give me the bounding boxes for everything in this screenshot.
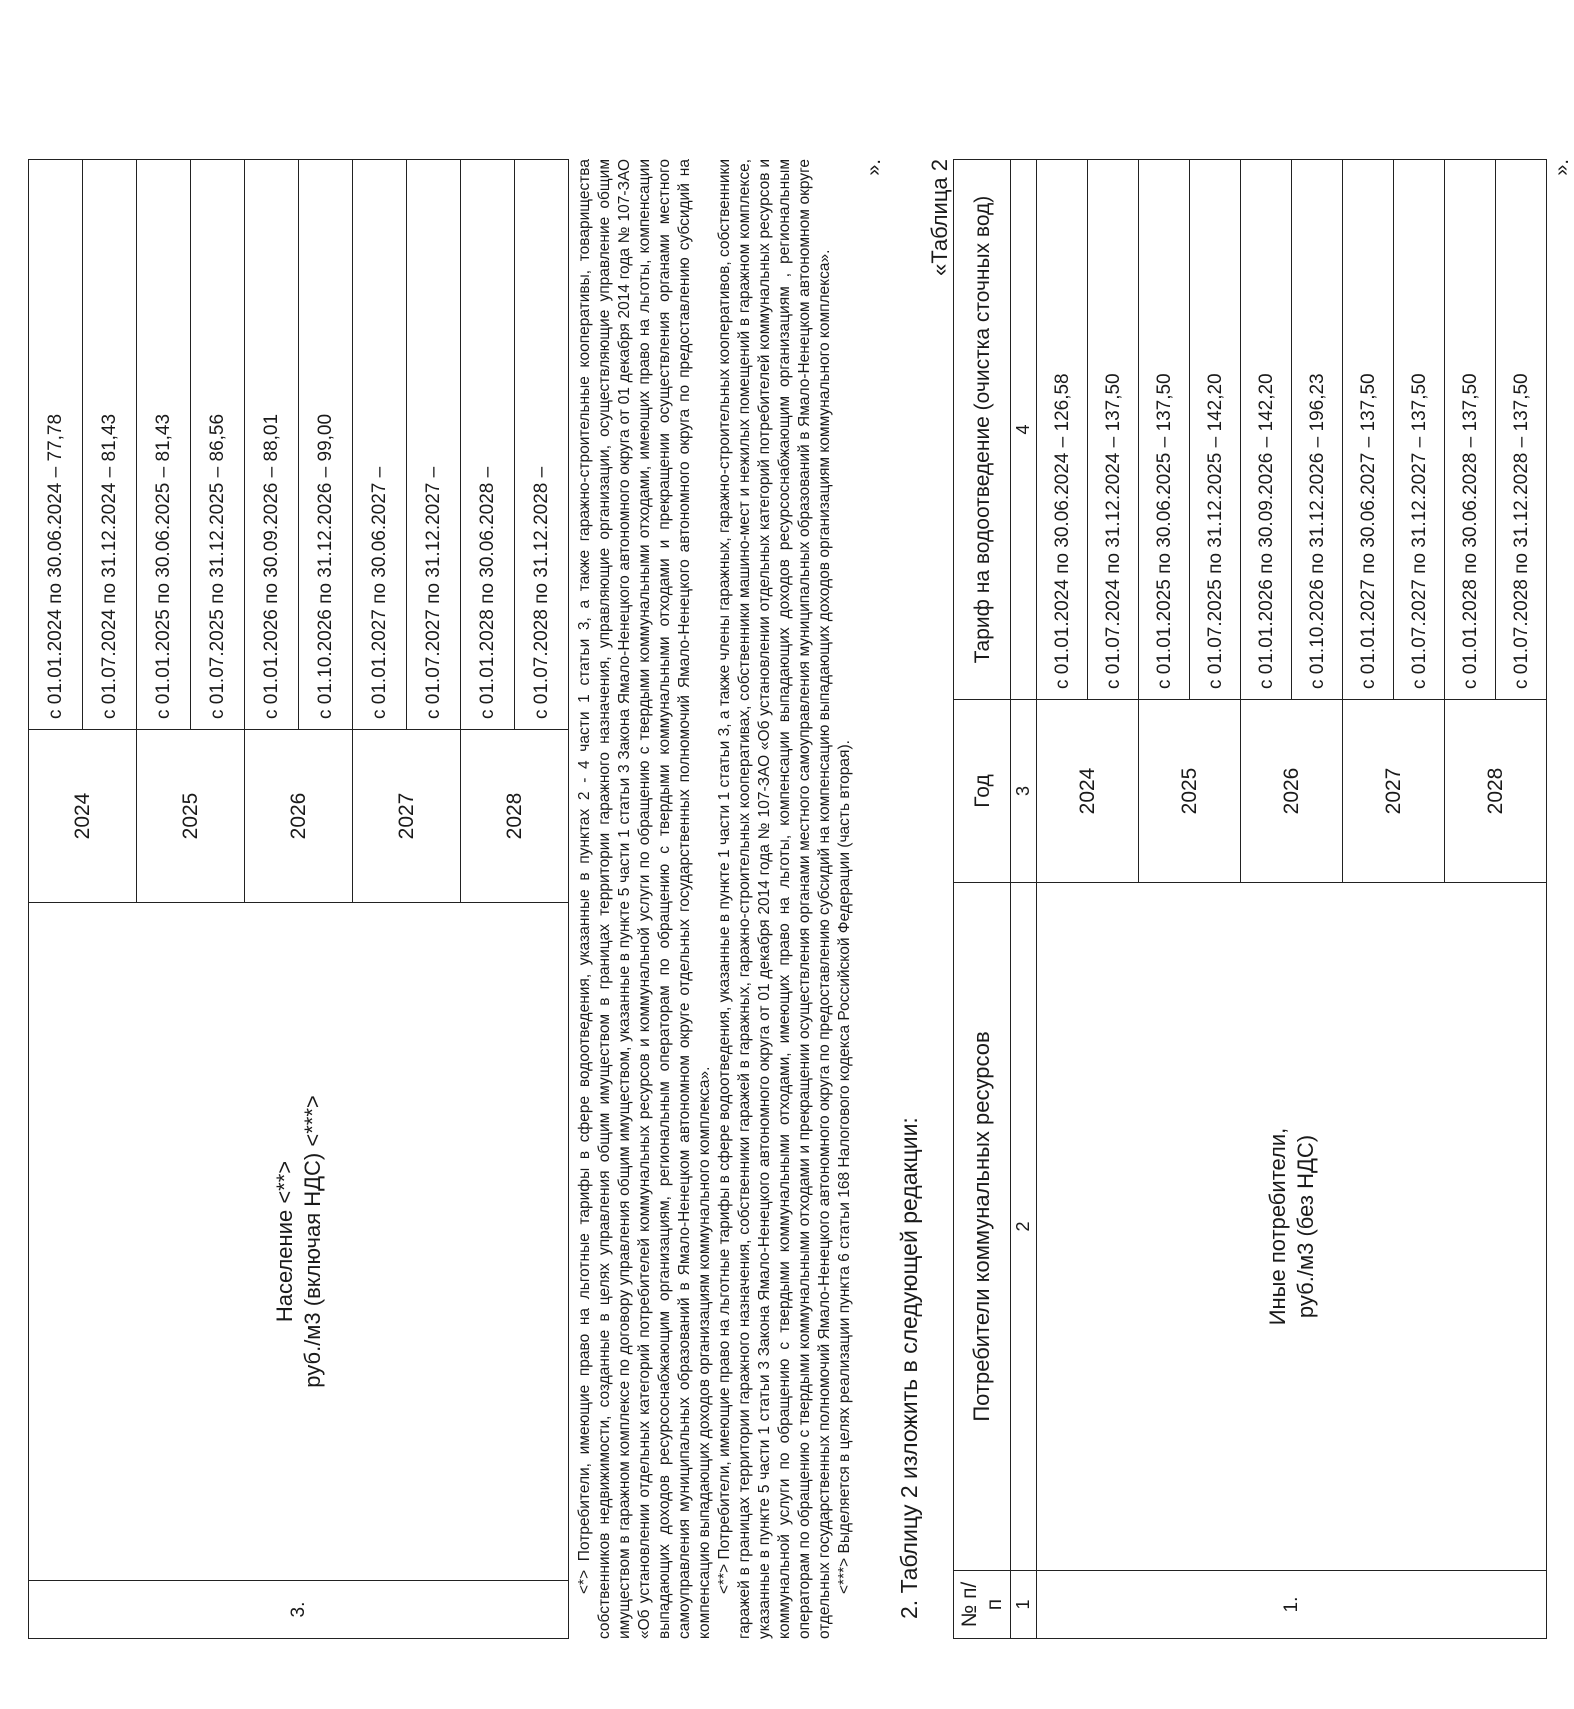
year-cell: 2028 bbox=[461, 730, 569, 903]
period-cell: с 01.01.2025 по 30.06.2025 – 81,43 bbox=[137, 160, 191, 730]
year-cell: 2026 bbox=[1241, 700, 1343, 883]
period-cell: с 01.10.2026 по 31.12.2026 – 99,00 bbox=[299, 160, 353, 730]
period-cell: с 01.01.2027 по 30.06.2027 – 137,50 bbox=[1343, 160, 1394, 700]
column-header: № п/п bbox=[954, 1571, 1011, 1639]
consumer-unit: руб./м3 (включая НДС) <***> bbox=[299, 1095, 325, 1388]
year-cell: 2025 bbox=[1139, 700, 1241, 883]
table-header-row bbox=[954, 160, 1011, 1639]
period-cell: с 01.01.2024 по 30.06.2024 – 77,78 bbox=[29, 160, 83, 730]
column-index: 4 bbox=[1011, 160, 1037, 700]
tariff-table-2 bbox=[953, 159, 1547, 1639]
period-cell: с 01.07.2028 по 31.12.2028 – bbox=[515, 160, 569, 730]
table-row bbox=[1037, 160, 1088, 1639]
period-cell: с 01.01.2028 по 30.06.2028 – bbox=[461, 160, 515, 730]
column-index: 1 bbox=[1011, 1571, 1037, 1639]
section-title: 2. Таблицу 2 изложить в следующей редакции: bbox=[896, 1117, 922, 1619]
period-cell: с 01.07.2027 по 31.12.2027 – 137,50 bbox=[1394, 160, 1445, 700]
footnote-3: <***> Выделяется в целях реализации пункта 6 статьи 168 Налогового кодекса Российской Федерации (часть вторая). bbox=[836, 740, 853, 1594]
column-index: 3 bbox=[1011, 700, 1037, 883]
period-cell: с 01.07.2027 по 31.12.2027 – bbox=[407, 160, 461, 730]
row-number-cell: 3. bbox=[29, 1581, 569, 1639]
period-cell: с 01.07.2028 по 31.12.2028 – 137,50 bbox=[1496, 160, 1547, 700]
period-cell: с 01.01.2026 по 30.09.2026 – 88,01 bbox=[245, 160, 299, 730]
year-cell: 2027 bbox=[353, 730, 461, 903]
closing-quote: ». bbox=[1551, 159, 1573, 176]
consumer-cell bbox=[29, 903, 569, 1581]
year-cell: 2024 bbox=[1037, 700, 1139, 883]
column-header: Потребители коммунальных ресурсов bbox=[954, 883, 1011, 1571]
column-header: Тариф на водоотведение (очистка сточных вод) bbox=[954, 160, 1011, 700]
footnote-1: <*> Потребители, имеющие право на льготные тарифы в сфере водоотведения, указанные в пунктах 2 - 4 части 1 статьи 3, а также гаражно-строительные кооперативы, товарищества собственников недвижимости, созданные в целях управления общим имуществом в границах территории гаражного назначения, управляющие организации, осуществляющие управление общим имуществом в гаражном комплексе по договору управления общим имуществом, указанные в пункте 5 части 1 статьи 3 Закона Ямало-Ненецкого автономного округа от 01 декабря 2014 года № 107-ЗАО «Об установлении отдельных категорий потребителей коммунальных ресурсов и коммунальной услуги по обращению с твердыми коммунальными отходами, имеющих право на льготы, компенсации выпадающих доходов ресурсоснабжающим организациям, региональным операторам по обращению с твердыми коммунальными отходами и прекращении осуществления органами местного самоуправления муниципальных образований в Ямало-Ненецком автономном округе отдельных государственных полномочий Ямало-Ненецкого автономного округа по предоставлению субсидий на компенсацию выпадающих доходов организациям коммунального комплекса». bbox=[576, 159, 713, 1639]
period-cell: с 01.07.2024 по 31.12.2024 – 137,50 bbox=[1088, 160, 1139, 700]
year-cell: 2028 bbox=[1445, 700, 1547, 883]
tariff-table-continuation bbox=[28, 159, 569, 1639]
footnote-2: <**> Потребители, имеющие право на льготные тарифы в сфере водоотведения, указанные в пункте 1 части 1 статьи 3, а также члены гаражных, гаражно-строительных кооперативов, собственники гаражей в границах территории гаражного назначения, собственники гаражей в гаражных, гаражно-строительных кооперативах, собственники машино-мест и нежилых помещений в гаражном комплексе, указанные в пункте 5 части 1 статьи 3 Закона Ямало-Ненецкого автономного округа от 01 декабря 2014 года № 107-ЗАО «Об установлении отдельных категорий потребителей коммунальных ресурсов и коммунальной услуги по обращению с твердыми коммунальными отходами, имеющих право на льготы, компенсации выпадающих доходов ресурсоснабжающим организациям , региональным операторам по обращению с твердыми коммунальными отходами и прекращении осуществления органами местного самоуправления муниципальных образований в Ямало-Ненецком автономном округе отдельных государственных полномочий Ямало-Ненецкого автономного округа по предоставлению субсидий на компенсацию выпадающих доходов организациям коммунального комплекса». bbox=[716, 159, 833, 1639]
year-cell: 2026 bbox=[245, 730, 353, 903]
period-cell: с 01.01.2028 по 30.06.2028 – 137,50 bbox=[1445, 160, 1496, 700]
period-cell: с 01.01.2027 по 30.06.2027 – bbox=[353, 160, 407, 730]
year-cell: 2024 bbox=[29, 730, 137, 903]
closing-quote: ». bbox=[863, 159, 885, 176]
period-cell: с 01.01.2024 по 30.06.2024 – 126,58 bbox=[1037, 160, 1088, 700]
consumer-name: Иные потребители, bbox=[1264, 1127, 1290, 1326]
period-cell: с 01.10.2026 по 31.12.2026 – 196,23 bbox=[1292, 160, 1343, 700]
period-cell: с 01.07.2025 по 31.12.2025 – 142,20 bbox=[1190, 160, 1241, 700]
column-index: 2 bbox=[1011, 883, 1037, 1571]
column-index-row bbox=[1011, 160, 1037, 1639]
row-number-cell: 1. bbox=[1037, 1571, 1547, 1639]
consumer-unit: руб./м3 (без НДС) bbox=[1292, 1134, 1318, 1319]
column-header: Год bbox=[954, 700, 1011, 883]
table-row bbox=[29, 160, 83, 1639]
period-cell: с 01.07.2025 по 31.12.2025 – 86,56 bbox=[191, 160, 245, 730]
consumer-cell bbox=[1037, 883, 1547, 1571]
period-cell: с 01.01.2026 по 30.09.2026 – 142,20 bbox=[1241, 160, 1292, 700]
period-cell: с 01.07.2024 по 31.12.2024 – 81,43 bbox=[83, 160, 137, 730]
footnotes bbox=[575, 159, 855, 1639]
period-cell: с 01.01.2025 по 30.06.2025 – 137,50 bbox=[1139, 160, 1190, 700]
year-cell: 2027 bbox=[1343, 700, 1445, 883]
consumer-name: Население <**> bbox=[271, 1160, 297, 1323]
table-label: «Таблица 2 bbox=[927, 159, 952, 276]
year-cell: 2025 bbox=[137, 730, 245, 903]
